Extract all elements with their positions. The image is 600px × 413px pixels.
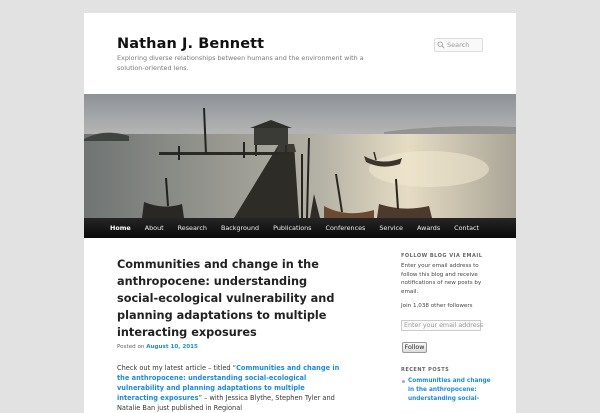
recent-posts-title: RECENT POSTS <box>401 367 450 373</box>
email-field[interactable]: Enter your email address <box>401 320 481 331</box>
page-container <box>84 13 516 413</box>
search-icon <box>437 41 445 49</box>
search-input[interactable]: Search <box>434 38 483 52</box>
nav-item-conferences[interactable]: Conferences <box>325 224 366 232</box>
entry-intro-text: Check out my latest article – titled “ <box>117 364 237 372</box>
posted-prefix: Posted on <box>117 344 145 350</box>
followers-count: Join 1,038 other followers <box>401 303 473 309</box>
nav-item-awards[interactable]: Awards <box>417 224 441 232</box>
follow-widget-text: Enter your email address to follow this blog and receive notifications of new posts by email. <box>401 263 482 295</box>
list-bullet <box>402 380 405 383</box>
nav-item-service[interactable]: Service <box>379 224 403 232</box>
nav-item-publications[interactable]: Publications <box>273 224 312 232</box>
post-date-link[interactable]: August 10, 2015 <box>146 344 198 350</box>
site-title[interactable]: Nathan J. Bennett <box>117 36 265 52</box>
entry-rest-text: ” – with Jessica Blythe, Stephen Tyler and Natalie Ban just published in Regional <box>117 394 335 412</box>
post-meta <box>117 344 198 350</box>
nav-item-research[interactable]: Research <box>177 224 207 232</box>
nav-item-background[interactable]: Background <box>220 224 260 232</box>
nav-item-contact[interactable]: Contact <box>454 224 480 232</box>
main-navigation <box>84 218 516 238</box>
site-description: Exploring diverse relationships between humans and the environment with a solution-oriented lens. <box>117 54 364 72</box>
nav-item-about[interactable]: About <box>144 224 164 232</box>
article-excerpt <box>117 363 347 413</box>
header-banner-image <box>84 94 516 218</box>
article-link[interactable]: Communities and change in the anthropocene: understanding social-ecological vulnerability and planning adaptations to multiple interacting exposures <box>117 364 340 402</box>
follow-button[interactable]: Follow <box>402 342 427 353</box>
recent-post-link[interactable]: Communities and change in the anthropocene: understanding social- <box>408 378 491 402</box>
article-title[interactable]: Communities and change in the anthropocene: understanding social-ecological vulnerability and planning adaptations to multiple interacting exposures <box>117 258 335 339</box>
nav-item-home[interactable]: Home <box>110 224 131 232</box>
follow-widget-title: FOLLOW BLOG VIA EMAIL <box>401 253 483 259</box>
